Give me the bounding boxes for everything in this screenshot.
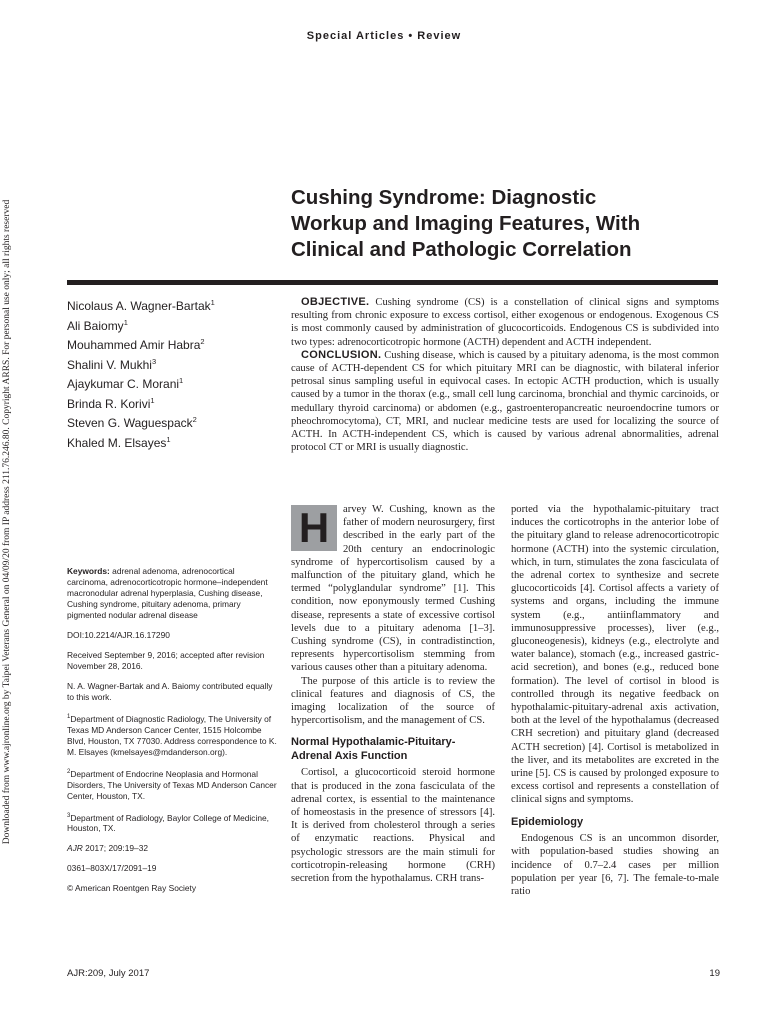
hpa-continued-paragraph: ported via the hypothalamic-pituitary tract induces the corticotrophs in the anterior lobe of the pituitary gland to release adrenocorticotropic hormone (ACTH) into the systemic circulation, which, in turn, stimulates the zona fasciculata of the adrenal cortex to synthesize and secrete glucocorticoids [4]. Cortisol affects a variety of systems and organs, including the immune system (e.g., antiinflammatory and immunosuppressive processes), liver (e.g., gluconeogenesis), kidneys (e.g., electrolyte and water balance), stomach (e.g., increased gastric-acid secretion), and bones (e.g., reduced bone formation). The level of cortisol in blood is controlled through its negative feedback on hypothalamic-pituitary-adrenal axis activation, both at the level of the hypothalamus (decreased CRH secretion) and pituitary gland (decreased ACTH secretion) [4]. Cortisol is metabolized in the liver, and its metabolites are excreted in the urine [5]. CS is caused by prolonged exposure to excess cortisol and represents a constellation of clinical signs and symptoms.: [511, 504, 719, 806]
conclusion-text: Cushing disease, which is caused by a pituitary adenoma, is the most common cause of ACTH-dependent CS for which pituitary MRI can be diagnostic, with bilateral inferior petrosal sinus sampling useful in equivocal cases. In ectopic ACTH production, which is usually caused by a tumor in the thorax (e.g., small cell lung carcinoma, bronchial and thymic carcinoids, or medullary thyroid carcinoma) or abdomen (e.g., gastroenteropancreatic neuroendocrine tumors or pheochromocytoma), CT, MRI, and nuclear medicine tests are used for localizing the source of ACTH. In ACTH-independent CS, which is caused by various adrenal abnormalities, adrenal protocol CT or MRI is usually diagnostic.: [291, 349, 719, 454]
author-affil-sup: 2: [192, 415, 197, 424]
footer-journal-issue: AJR:209, July 2017: [67, 968, 150, 979]
copyright: © American Roentgen Ray Society: [67, 883, 197, 894]
title-line: Cushing Syndrome: Diagnostic: [291, 186, 597, 209]
section-heading-hpa: Normal Hypothalamic-Pituitary-Adrenal Axis Function: [291, 736, 456, 762]
hpa-paragraph: Cortisol, a glucocorticoid steroid hormone that is produced in the zona fasciculata of the adrenal cortex, is essential to the maintenance of homeostasis in the presence of stressors [4]. It is derived from cholesterol through a series of enzymatic reactions. Physical and psychologic stressors are the main stimuli for corticotropin-releasing hormone (CRH) secretion from the hypothalamus. CRH trans-: [291, 767, 495, 885]
title-line: Workup and Imaging Features, With: [291, 212, 641, 235]
epidemiology-paragraph: Endogenous CS is an uncommon disorder, with population-based studies showing an incidence of 0.7–2.4 cases per million population per year [6, 7]. The female-to-male ratio: [511, 833, 719, 897]
contribution-note: N. A. Wagner-Bartak and A. Baiomy contributed equally to this work.: [67, 681, 273, 702]
author-item: [67, 354, 277, 374]
author-name: Khaled M. Elsayes: [67, 435, 167, 450]
section-heading-epidemiology: Epidemiology: [511, 815, 584, 828]
author-affil-sup: 1: [210, 298, 215, 307]
abstract-conclusion: [291, 349, 719, 455]
author-name: Shalini V. Mukhi: [67, 357, 152, 372]
intro-text: arvey W. Cushing, known as the father of modern neurosurgery, first described in the early part of the 20th century an endocrinologic syndrome of hypercortisolism caused by a malfunction of the pituitary gland, which he termed “polyglandular syndrome” [1]. This condition, now eponymously termed Cushing disease, represents a state of excessive cortisol levels due to a pituitary adenoma [1–3]. Cushing syndrome (CS), in contradistinction, represents hypercortisolism stemming from various causes other than a pituitary adenoma.: [291, 504, 495, 674]
affil-text: Department of Diagnostic Radiology, The University of Texas MD Anderson Cancer Center, 1515 Holcombe Blvd, Houston, TX 77030. Address correspondence to K. M. Elsayes (kmelsayes@mdanderson.org).: [67, 713, 277, 757]
author-name: Nicolaus A. Wagner-Bartak: [67, 299, 211, 313]
citation: [67, 843, 277, 854]
abstract: [291, 296, 719, 454]
author-item: [67, 432, 277, 452]
abstract-objective: [291, 296, 719, 349]
drop-cap: H: [291, 505, 337, 551]
objective-label: OBJECTIVE.: [301, 296, 370, 308]
section-header: Special Articles • Review: [306, 30, 462, 42]
watermark-text: Downloaded from www.ajronline.org by Taipei Veterans General on 04/09/20 from IP address 211.76.246.80. Copyright ARRS. For personal use only; all rights reserved: [2, 199, 12, 845]
author-affil-sup: 2: [200, 337, 205, 346]
keywords: [67, 566, 277, 621]
author-name: Ali Baiomy: [67, 318, 124, 333]
author-affil-sup: 1: [179, 376, 184, 385]
footer-page-number: 19: [709, 968, 720, 979]
author-name: Brinda R. Korivi: [67, 396, 151, 411]
keywords-label: Keywords:: [67, 566, 110, 576]
issn: 0361–803X/17/2091–19: [67, 863, 157, 874]
author-item: [67, 334, 277, 354]
affil-text: Department of Radiology, Baylor College of Medicine, Houston, TX.: [67, 812, 269, 834]
citation-rest: 2017; 209:19–32: [82, 843, 149, 854]
citation-journal: AJR: [67, 843, 83, 854]
author-list: [67, 295, 277, 451]
affiliation-1: [67, 712, 277, 758]
author-affil-sup: 3: [151, 356, 157, 366]
conclusion-label: CONCLUSION.: [301, 348, 382, 361]
download-watermark: [0, 0, 14, 1024]
author-item: [67, 373, 277, 393]
doi: DOI:10.2214/AJR.16.17290: [67, 630, 170, 640]
author-item: [67, 412, 277, 432]
keywords-text: adrenal adenoma, adrenocortical carcinoma, adrenocorticotropic hormone–independent macronodular adrenal hyperplasia, Cushing disease, Cushing syndrome, pituitary adenoma, primary pigmented nodular adrenal disease: [67, 566, 268, 620]
author-name: Steven G. Waguespack: [67, 416, 193, 430]
affil-text: Department of Endocrine Neoplasia and Hormonal Disorders, The University of Texas MD Anderson Cancer Center, Houston, TX.: [67, 768, 277, 801]
affiliation-2: [67, 767, 277, 802]
article-title: [291, 185, 731, 263]
author-item: [67, 393, 277, 413]
title-divider: [67, 280, 718, 285]
affil-sup: 3: [67, 812, 71, 819]
body-column-2: [511, 503, 719, 898]
title-line: Clinical and Pathologic Correlation: [291, 238, 632, 261]
objective-text: Cushing syndrome (CS) is a constellation of clinical signs and symptoms resulting from chronic exposure to excess cortisol, either exogenous or endogenous. Exogenous CS is most commonly caused by administration of glucocorticoids. Endogenous CS is subdivided into two types: adrenocorticotropic hormone (ACTH) dependent and ACTH independent.: [291, 297, 719, 348]
body-column-1: [291, 503, 495, 885]
author-item: [67, 315, 277, 335]
author-item: [67, 295, 277, 315]
intro-paragraph: [291, 503, 495, 675]
affil-sup: 1: [67, 714, 71, 720]
author-affil-sup: 1: [123, 317, 128, 327]
author-affil-sup: 1: [166, 434, 171, 444]
author-name: Mouhammed Amir Habra: [67, 338, 201, 352]
author-affil-sup: 1: [150, 395, 155, 405]
article-metadata: [67, 566, 277, 903]
received-dates: Received September 9, 2016; accepted after revision November 28, 2016.: [67, 650, 265, 671]
affil-sup: 2: [67, 768, 71, 775]
author-name: Ajaykumar C. Morani: [67, 377, 180, 391]
purpose-paragraph: The purpose of this article is to review the clinical features and diagnosis of CS, the imaging localization of the source of hypercortisolism, and the management of CS.: [291, 675, 495, 727]
affiliation-3: [67, 811, 277, 835]
